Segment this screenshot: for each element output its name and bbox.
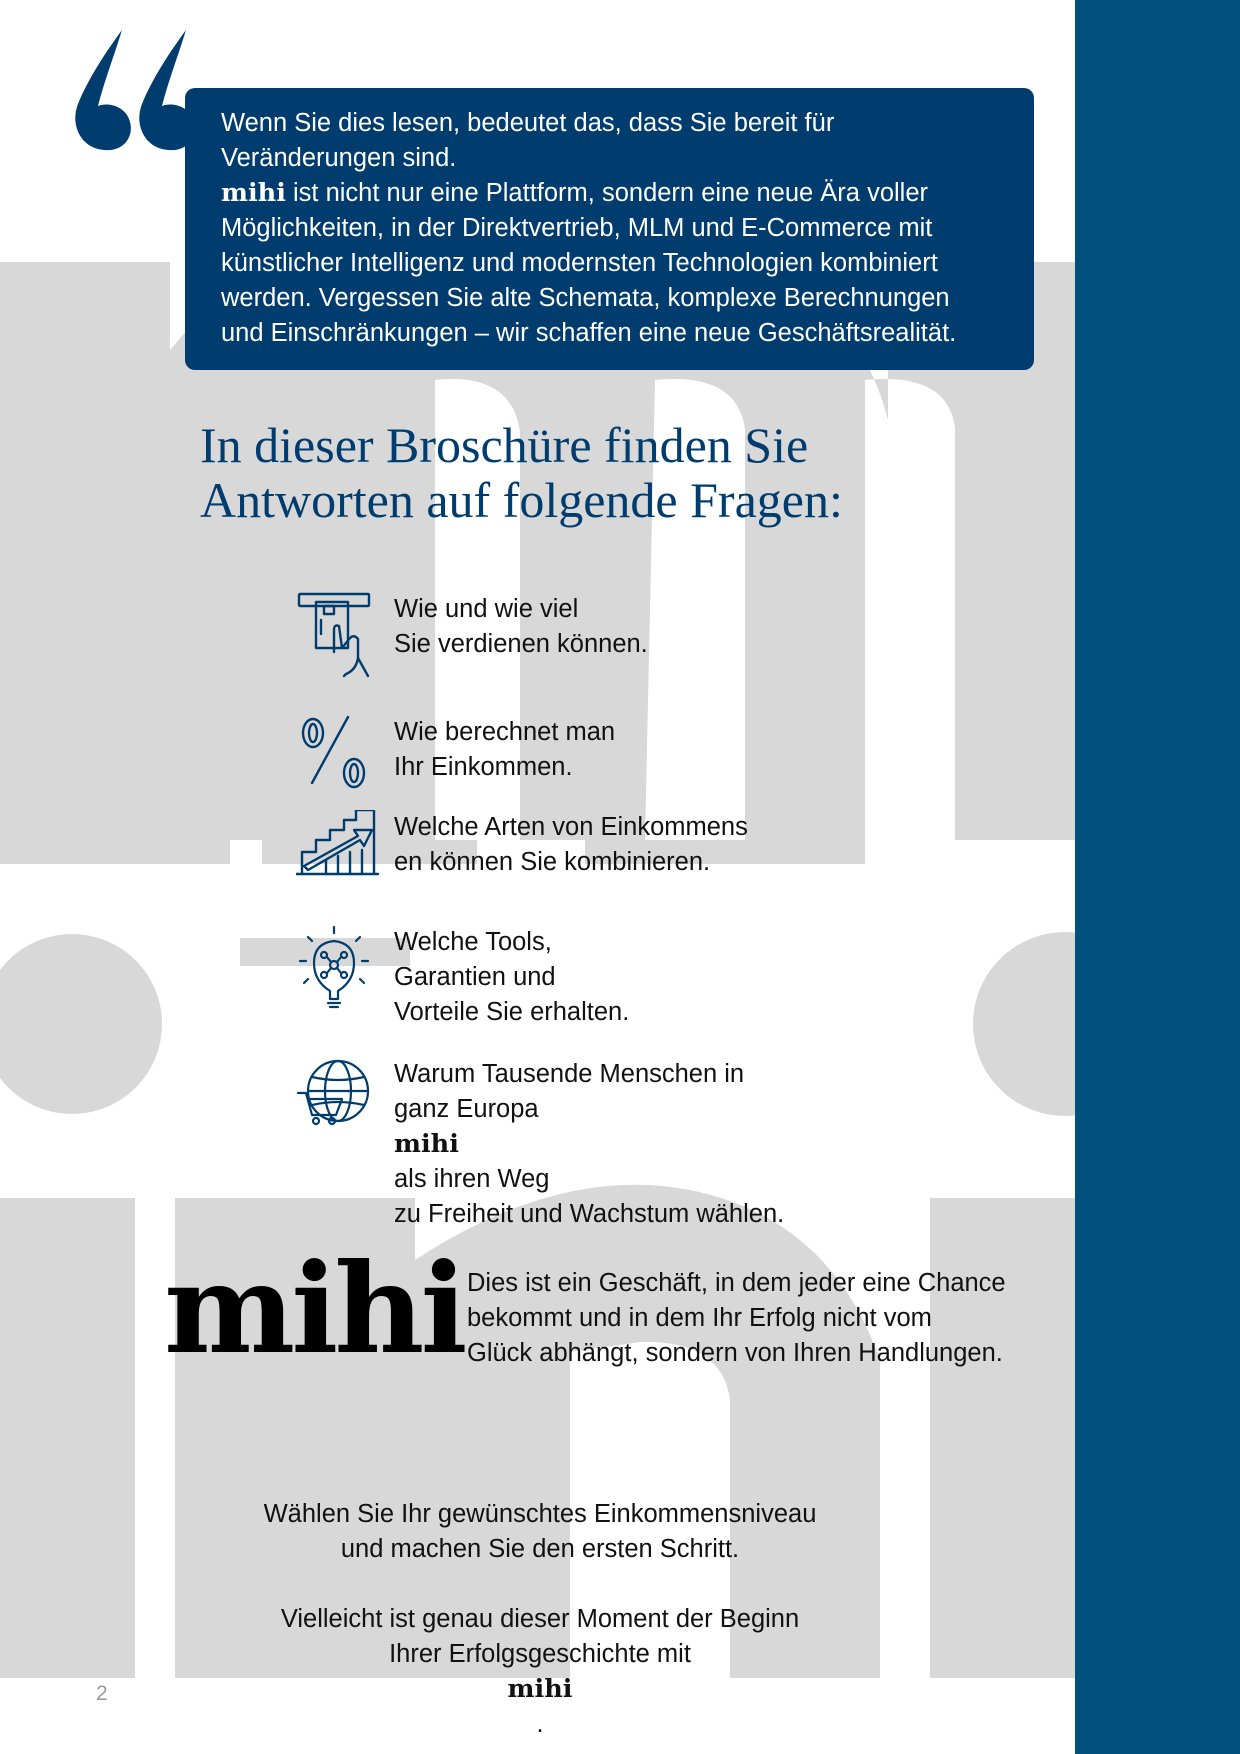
faq-line: Warum Tausende Menschen in [394,1060,745,1088]
quote-line: ist nicht nur eine Plattform, sondern eine neue Ära voller [285,179,929,207]
paragraph-gap [190,1567,890,1602]
intro-quote-box [185,88,1034,370]
quote-line: werden. Vergessen Sie alte Schemata, komplexe Berechnungen [221,284,950,312]
heading-line: Antworten auf folgende Fragen: [200,472,843,528]
closing-line-part: Ihrer Erfolgsgeschichte mit [389,1640,691,1668]
heading-line: In dieser Broschüre finden Sie [200,417,809,473]
brand-name-inline: mihi [507,1674,573,1704]
right-color-band [1075,0,1240,1754]
closing-line-part: . [536,1710,544,1738]
tagline-line: Dies ist ein Geschäft, in dem jeder eine Chance [467,1269,1006,1297]
faq-line: Wie und wie viel [394,595,579,623]
closing-line: Vielleicht ist genau dieser Moment der Beginn [280,1605,800,1633]
intro-quote-text [221,106,1004,351]
closing-text [190,1497,890,1742]
closing-line [190,1637,890,1742]
faq-line: Welche Arten von Einkommens [394,813,748,841]
tagline-line: Glück abhängt, sondern von Ihren Handlungen. [467,1339,1003,1367]
faq-line: Wie berechnet man [394,718,616,746]
faq-line: Ihr Einkommen. [394,753,573,781]
faq-line-part: als ihren Weg [394,1165,550,1193]
brand-tagline [467,1266,1067,1371]
tagline-line: bekommt und in dem Ihr Erfolg nicht vom [467,1304,932,1332]
brand-name-inline: mihi [221,178,286,208]
closing-line: Wählen Sie Ihr gewünschtes Einkommensniveau [263,1500,817,1528]
quote-line: Möglichkeiten, in der Direktvertrieb, MLM und E-Commerce mit [221,214,933,242]
brand-logo: mihi [164,1237,464,1382]
faq-line: Vorteile Sie erhalten. [394,998,630,1026]
faq-line-part: ganz Europa [394,1095,539,1123]
quote-line: Veränderungen sind. [221,144,457,172]
quote-line: künstlicher Intelligenz und modernsten Technologien kombiniert [221,249,938,277]
faq-line: en können Sie kombinieren. [394,848,711,876]
section-heading [200,418,1060,528]
quote-line: und Einschränkungen – wir schaffen eine neue Geschäftsrealität. [221,319,957,347]
faq-line: Welche Tools, [394,928,552,956]
brand-name-inline: mihi [394,1129,459,1159]
faq-line: zu Freiheit und Wachstum wählen. [394,1200,785,1228]
closing-line: und machen Sie den ersten Schritt. [340,1535,740,1563]
faq-line: Garantien und [394,963,556,991]
page-number: 2 [96,1682,108,1705]
faq-line: Sie verdienen können. [394,630,648,658]
quote-line: Wenn Sie dies lesen, bedeutet das, dass Sie bereit für [221,109,835,137]
